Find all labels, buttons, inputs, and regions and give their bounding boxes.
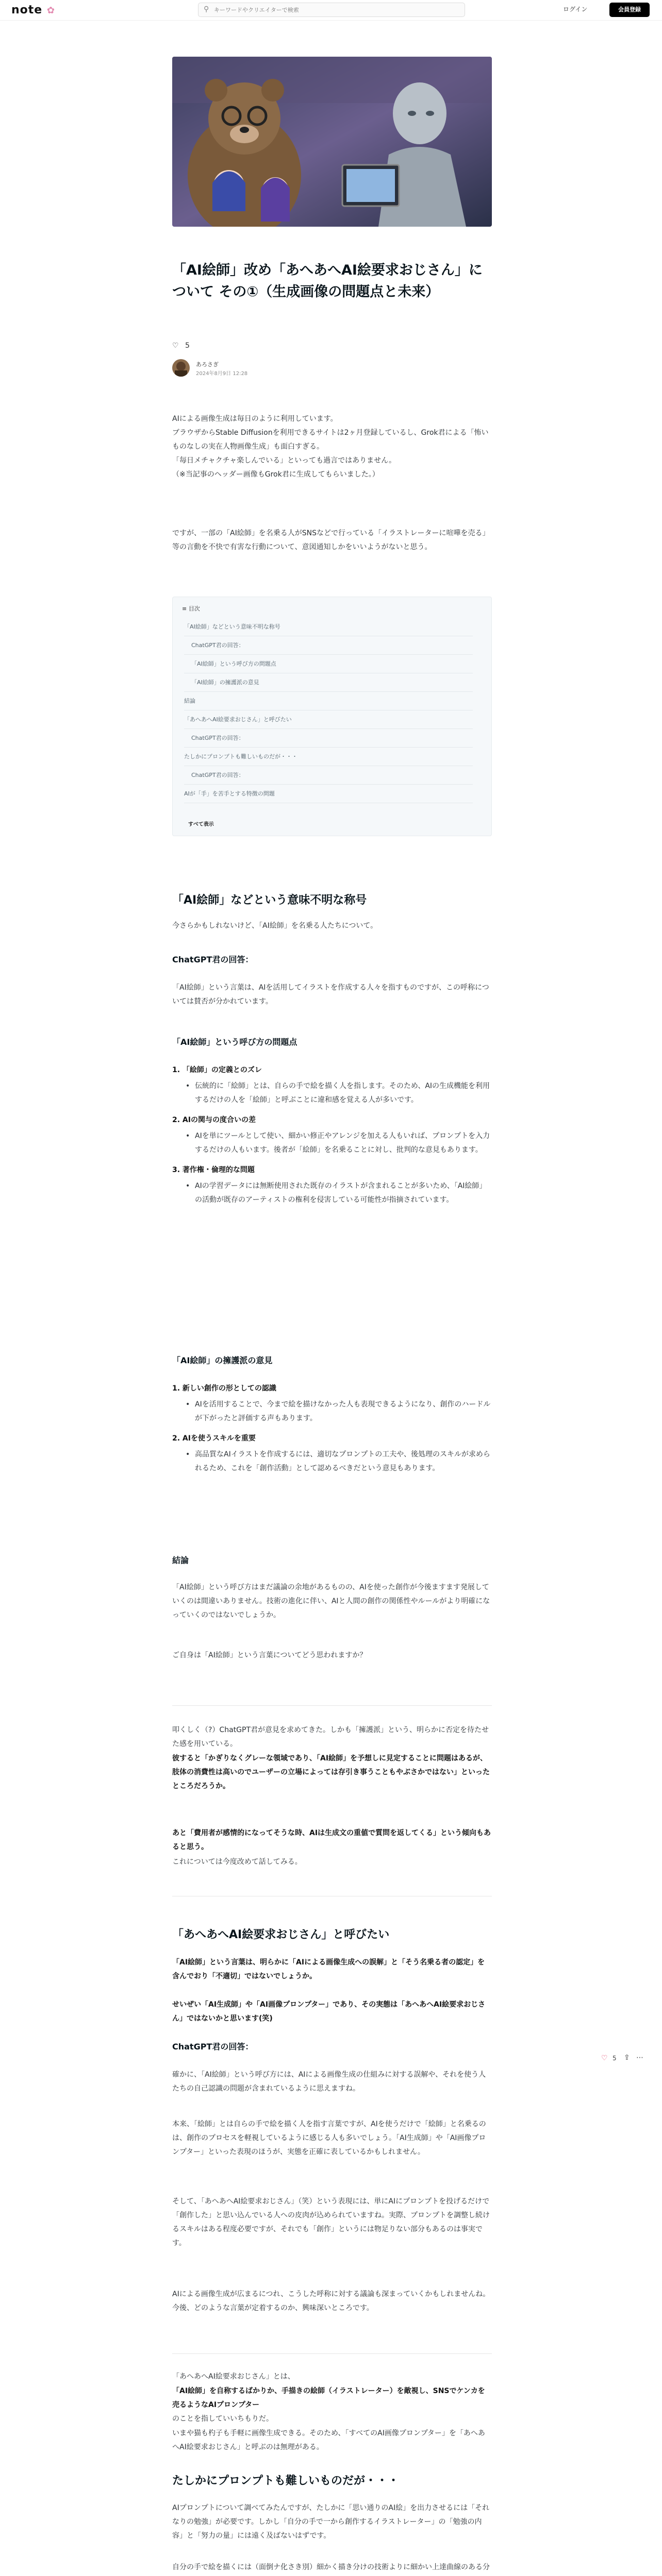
bridge-paragraph: これについては今度改めて話してみる。 (172, 1858, 302, 1866)
section-paragraph: いまや猫も杓子も手軽に画像生成できる。そのため、「すべてのAI画像プロンプター」を「あへあへAI絵要求おじさん」と呼ぶのは無理がある。 (172, 2429, 485, 2451)
list-item: • 高品質なAIイラストを作成するには、適切なプロンプトの工夫や、後処理のスキルが求められるため、これを「創作活動」として認めるべきだという意見もあります。 (172, 1448, 492, 1476)
flower-icon: ✿ (46, 5, 55, 16)
search-box[interactable] (198, 3, 465, 17)
subheading: 結論 (172, 1555, 189, 1565)
list-number: 2. AIの関与の度合いの差 (172, 1116, 256, 1124)
section-paragraph: 「AI絵師」を自称するばかりか、手描きの絵師（イラストレーター）を敵視し、SNSでケンカを売るようなAIプロンプター (172, 2387, 485, 2409)
support-list (172, 1382, 492, 1482)
intro-line: 「毎日メチャクチャ楽しんでいる」といっても過言ではありません。 (172, 456, 396, 465)
toc-item[interactable]: 「AI絵師」という呼び方の問題点 (184, 655, 473, 673)
section-heading: 「あへあへAI絵要求おじさん」と呼びたい (172, 1928, 390, 1941)
table-of-contents (172, 597, 492, 836)
divider (172, 2353, 492, 2354)
intro-line: ブラウザからStable Diffusionを利用できるサイトは2ヶ月登録しているし、Grok君による「怖いものなしの実在人物画像生成」も面白すぎる。 (172, 429, 489, 451)
chat-answer: そして、「あへあへAI絵要求おじさん」（笑）という表現には、単にAIにプロンプトを投げるだけで「創作した」と思い込んでいる人への皮肉が込められていますね。実際、プロンプトを調整し続けるスキルはある程度必要ですが、それでも「創作」というには物足りない部分もあるのは事実です。 (172, 2197, 490, 2247)
list-item: • AIを単にツールとして使い、細かい修正やアレンジを加える人もいれば、プロンプトを入力するだけの人もいます。後者が「絵師」を名乗ることに対し、批判的な意見もあります。 (172, 1129, 492, 1157)
author-name[interactable]: あろさぎ (196, 361, 219, 368)
article-title: 「AI絵師」改め「あへあへAI絵要求おじさん」について その①（生成画像の問題点と未来） (172, 262, 483, 300)
toc-item[interactable]: ChatGPT君の回答： (184, 729, 473, 748)
section-paragraph: のことを指していいちもりだ。 (172, 2415, 273, 2423)
side-like-count: 5 (613, 2055, 617, 2062)
toc-item[interactable]: 「AI絵師」などという意味不明な称号 (184, 618, 473, 636)
toc-item[interactable]: たしかにプロンプトも難しいものだが・・・ (184, 748, 473, 766)
like-button[interactable] (172, 342, 190, 350)
intro-text (172, 412, 492, 482)
bridge-paragraph: あと「費用者が感情的になってそうな時、AIは生成文の重値で質問を返してくる」という傾向もあると思う。 (172, 1829, 491, 1851)
author-avatar[interactable] (172, 359, 190, 377)
section-paragraph: せいぜい「AI生成師」や「AI画像プロンプター」であり、その実態は「あへあへAI絵要求おじさん」ではないかと思います(笑) (172, 2001, 486, 2023)
toc-show-all-button[interactable]: すべて表示 (188, 822, 214, 827)
toc-item[interactable]: ChatGPT君の回答： (184, 766, 473, 785)
toc-item[interactable]: 「AI絵師」の擁護派の意見 (184, 673, 473, 692)
toc-item[interactable]: AIが「手」を苦手とする特徴の問題 (184, 785, 473, 803)
question-text: ご自身は「AI絵師」という言葉についてどう思われますか？ (172, 1651, 367, 1659)
section-paragraph: 自分の手で絵を描くには（面倒ナ化さき別）細かく描き分けの技術よりに細かい上達曲線のある分 (172, 2563, 490, 2571)
list-number: 1. 「絵師」の定義とのズレ (172, 1066, 262, 1074)
section-paragraph: 「あへあへAI絵要求おじさん」とは、 (172, 2372, 295, 2381)
register-button[interactable]: 会員登録 (609, 3, 650, 17)
search-icon: ⚲ (204, 5, 209, 13)
section-heading: たしかにプロンプトも難しいものだが・・・ (172, 2475, 400, 2487)
intro-paragraph-2 (172, 527, 492, 554)
toc-heading: ≡ 目次 (182, 605, 200, 612)
site-header (0, 0, 662, 21)
search-input[interactable] (214, 5, 461, 15)
subheading: 「AI絵師」の擁護派の意見 (172, 1355, 273, 1365)
note-logo[interactable]: note ✿ (11, 4, 55, 16)
list-item: • 伝統的に「絵師」とは、自らの手で絵を描く人を指します。そのため、AIの生成機能を利用するだけの人を「絵師」と呼ぶことに違和感を覚える人が多いです。 (172, 1079, 492, 1107)
list-item: • AIの学習データには無断使用された既存のイラストが含まれることが多いため、「AI絵師」の活動が既存のアーティストの権利を侵害している可能性が指摘されています。 (172, 1179, 492, 1207)
chat-answer: 本来、「絵師」とは自らの手で絵を描く人を指す言葉ですが、AIを使うだけで「絵師」と名乗るのは、創作のプロセスを軽視しているように感じる人も多いでしょう。「AI生成師」や「AI画像プロンプター」といった表現のほうが、実態を正確に表しているかもしれません。 (172, 2120, 486, 2156)
share-icon[interactable]: ⇪ (624, 2054, 630, 2062)
section-heading: 「AI絵師」などという意味不明な称号 (172, 894, 367, 907)
divider (172, 1705, 492, 1706)
list-number: 3. 著作権・倫理的な問題 (172, 1166, 255, 1174)
chat-answer: 確かに、「AI絵師」という呼び方には、AIによる画像生成の仕組みに対する誤解や、それを使う人たちの自己認識の問題が含まれているように思えますね。 (172, 2071, 486, 2093)
chat-answer: AIによる画像生成が広まるにつれ、こうした呼称に対する議論も深まっていくかもしれませんね。今後、どのような言葉が定着するのか、興味深いところです。 (172, 2290, 490, 2312)
list-number: 1. 新しい創作の形としての認識 (172, 1384, 276, 1393)
list-number: 2. AIを使うスキルを重要 (172, 1434, 256, 1443)
like-count: 5 (185, 342, 190, 350)
subheading: ChatGPT君の回答： (172, 2042, 254, 2052)
header-image (172, 57, 492, 227)
login-link[interactable]: ログイン (563, 6, 588, 13)
heart-icon[interactable]: ♡ (601, 2054, 608, 2062)
toc-item[interactable]: ChatGPT君の回答： (184, 636, 473, 655)
publish-date: 2024年8月9日 12:28 (196, 371, 248, 377)
bridge-paragraph: 叩くしく（?）ChatGPT君が意見を求めてきた。しかも「擁護派」という、明らかに否定を待たせた感を用いている。 (172, 1726, 489, 1748)
heart-icon: ♡ (172, 342, 179, 350)
subheading: ChatGPT君の回答： (172, 955, 254, 964)
section-lead: 今さらかもしれないけど、「AI絵師」を名乗る人たちについて。 (172, 922, 378, 930)
chat-answer: 「AI絵師」という言葉は、AIを活用してイラストを作成する人々を指すものですが、この呼称については賛否が分かれています。 (172, 984, 489, 1006)
section-paragraph: 「AI絵師」という言葉は、明らかに「AIによる画像生成への誤解」と「そう名乗る者の認定」を含んでおり「不適切」ではないでしょうか。 (172, 1958, 485, 1980)
list-item: • AIを活用することで、今まで絵を描けなかった人も表現できるようになり、創作のハードルが下がったと評価する声もあります。 (172, 1398, 492, 1426)
subheading: 「AI絵師」という呼び方の問題点 (172, 1037, 297, 1047)
conclusion-text: 「AI絵師」という呼び方はまだ議論の余地があるものの、AIを使った創作が今後ますます発展していくのは間違いありません。技術の進化に伴い、AIと人間の創作の関係性やルールがより明確になっていくのではないでしょうか。 (172, 1583, 490, 1619)
toc-item[interactable]: 結論 (184, 692, 473, 710)
floating-actions (601, 2052, 653, 2067)
more-icon[interactable]: ⋯ (636, 2054, 643, 2062)
problems-list (172, 1063, 492, 1213)
toc-item[interactable]: 「あへあへAI絵要求おじさん」と呼びたい (184, 710, 473, 729)
intro-line: （※当記事のヘッダー画像もGrok君に生成してもらいました。） (172, 470, 379, 479)
intro-line: ですが、一部の「AI絵師」を名乗る人がSNSなどで行っている「イラストレーターに喧嘩を売る」等の言動を不快で有害な行動について、意図通知しかをいいようがないと思う。 (172, 529, 490, 551)
intro-line: AIによる画像生成は毎日のように利用しています。 (172, 415, 338, 423)
section-paragraph: AIプロンプトについて調べてみたんですが、たしかに「思い通りのAI絵」を出力させるには「それなりの勉強」が必要です。しかし「自分の手で一から創作するイラストレーター」の「勉強の内容」と「努力の量」には遠く及ばないはずです。 (172, 2504, 490, 2540)
bridge-paragraph: 彼すると「かぎりなくグレーな領域であり、「AI絵師」を予想しに見定することに問題はあるが、肢体の消費性は高いのでユーザーの立場によっては存引き事うこともやぶさかではない」といったところだろうか。 (172, 1754, 490, 1790)
